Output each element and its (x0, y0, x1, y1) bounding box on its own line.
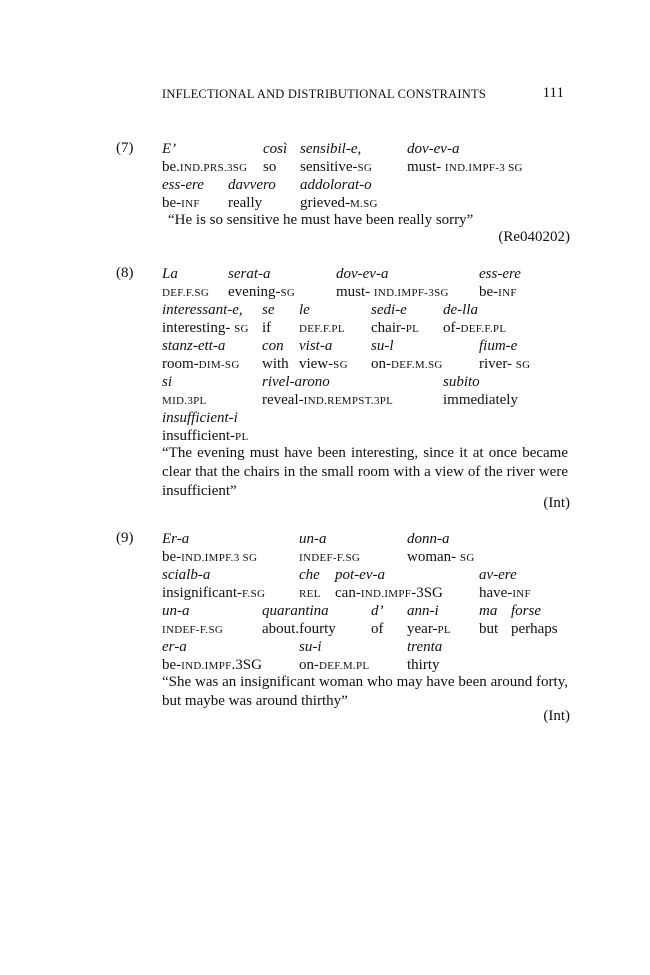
word: ma (479, 603, 498, 619)
gloss-word: evening-SG (228, 284, 296, 300)
word: La (162, 266, 178, 282)
gloss-word: sensitive-SG (300, 159, 373, 175)
word: subito (443, 374, 480, 390)
source-citation: (Int) (543, 708, 570, 724)
example-9 (116, 530, 570, 730)
gloss-word: interesting- SG (162, 320, 249, 336)
gloss-word: grieved-M.SG (300, 195, 378, 211)
example-number: (7) (116, 140, 134, 156)
gloss-word: be-IND.IMPF.3SG (162, 657, 262, 673)
gloss-word: INDEF-F.SG (162, 624, 224, 636)
gloss-word: DEF.F.PL (299, 323, 345, 335)
gloss-word: insufficient-PL (162, 428, 249, 444)
word: sensibil-e, (300, 141, 362, 157)
word: donn-a (407, 531, 450, 547)
gloss-word: room-DIM-SG (162, 356, 240, 372)
word: si (162, 374, 173, 390)
word: de-lla (443, 302, 478, 318)
source-citation: (Int) (543, 495, 570, 511)
word: davvero (228, 177, 276, 193)
gloss-word: really (228, 195, 263, 211)
gloss-word: on-DEF.M.PL (299, 657, 370, 673)
word: addolorat-o (300, 177, 372, 193)
source-citation: (Re040202) (498, 229, 570, 245)
gloss-word: reveal-IND.REMPST.3PL (262, 392, 394, 408)
gloss-word: insignificant-F.SG (162, 585, 266, 601)
word: che (299, 567, 320, 583)
word: rivel-arono (262, 374, 330, 390)
word: ess-ere (162, 177, 204, 193)
translation: “He is so sensitive he must have been really sorry” (168, 212, 474, 228)
word: ess-ere (479, 266, 521, 282)
gloss-word: river- SG (479, 356, 531, 372)
gloss-word: have-INF (479, 585, 531, 601)
gloss-word: DEF.F.SG (162, 287, 210, 299)
word: dov-ev-a (407, 141, 460, 157)
word: insufficient-i (162, 410, 238, 426)
gloss-word: of (371, 621, 384, 637)
gloss-word: about.fourty (262, 621, 336, 637)
example-number: (8) (116, 265, 134, 281)
gloss-word: can-IND.IMPF-3SG (335, 585, 443, 601)
word: dov-ev-a (336, 266, 389, 282)
page-number: 111 (542, 85, 564, 101)
gloss-word: perhaps (511, 621, 558, 637)
gloss-word: REL (299, 588, 321, 600)
gloss-word: immediately (443, 392, 518, 408)
word: così (263, 141, 288, 157)
example-8 (116, 265, 570, 515)
gloss-word: MID.3PL (162, 395, 207, 407)
word: forse (511, 603, 541, 619)
gloss-word: be-INF (479, 284, 517, 300)
word: serat-a (228, 266, 271, 282)
word: Er-a (162, 531, 190, 547)
example-number: (9) (116, 530, 134, 546)
word: vist-a (299, 338, 333, 354)
word: se (262, 302, 275, 318)
word: con (262, 338, 284, 354)
word: un-a (162, 603, 190, 619)
gloss-word: woman- SG (407, 549, 475, 565)
gloss-word: must- IND.IMPF-3SG (336, 284, 449, 300)
gloss-word: year-PL (407, 621, 451, 637)
word: su-i (299, 639, 322, 655)
word: d’ (371, 603, 384, 619)
translation: “She was an insignificant woman who may have been around forty, but maybe was around thirthy” (162, 674, 568, 709)
gloss-word: on-DEF.M.SG (371, 356, 443, 372)
example-7 (116, 140, 570, 250)
gloss-word: so (263, 159, 277, 175)
word: ann-i (407, 603, 439, 619)
running-head: INFLECTIONAL AND DISTRIBUTIONAL CONSTRAINTS (162, 87, 486, 101)
translation: “The evening must have been interesting, since it at once became clear that the chairs in the small room with a view of the river were insufficient” (162, 445, 568, 499)
word: pot-ev-a (335, 567, 385, 583)
gloss-word: thirty (407, 657, 440, 673)
gloss-word: if (262, 320, 272, 336)
word: un-a (299, 531, 327, 547)
word: stanz-ett-a (162, 338, 226, 354)
word: interessant-e, (162, 302, 243, 318)
gloss-word: view-SG (299, 356, 348, 372)
word: sedi-e (371, 302, 407, 318)
word: scialb-a (162, 567, 211, 583)
page-header (162, 86, 568, 106)
gloss-word: be.IND.PRS.3SG (162, 159, 248, 175)
word: E’ (162, 141, 177, 157)
word: er-a (162, 639, 187, 655)
gloss-word: must- IND.IMPF-3 SG (407, 159, 523, 175)
word: quarantina (262, 603, 329, 619)
gloss-word: with (262, 356, 289, 372)
gloss-word: of-DEF.F.PL (443, 320, 507, 336)
word: fium-e (479, 338, 518, 354)
word: le (299, 302, 310, 318)
gloss-word: be-INF (162, 195, 200, 211)
gloss-word: be-IND.IMPF.3 SG (162, 549, 258, 565)
gloss-word: but (479, 621, 499, 637)
word: av-ere (479, 567, 517, 583)
word: su-l (371, 338, 394, 354)
gloss-word: INDEF-F.SG (299, 552, 361, 564)
gloss-word: chair-PL (371, 320, 420, 336)
word: trenta (407, 639, 443, 655)
